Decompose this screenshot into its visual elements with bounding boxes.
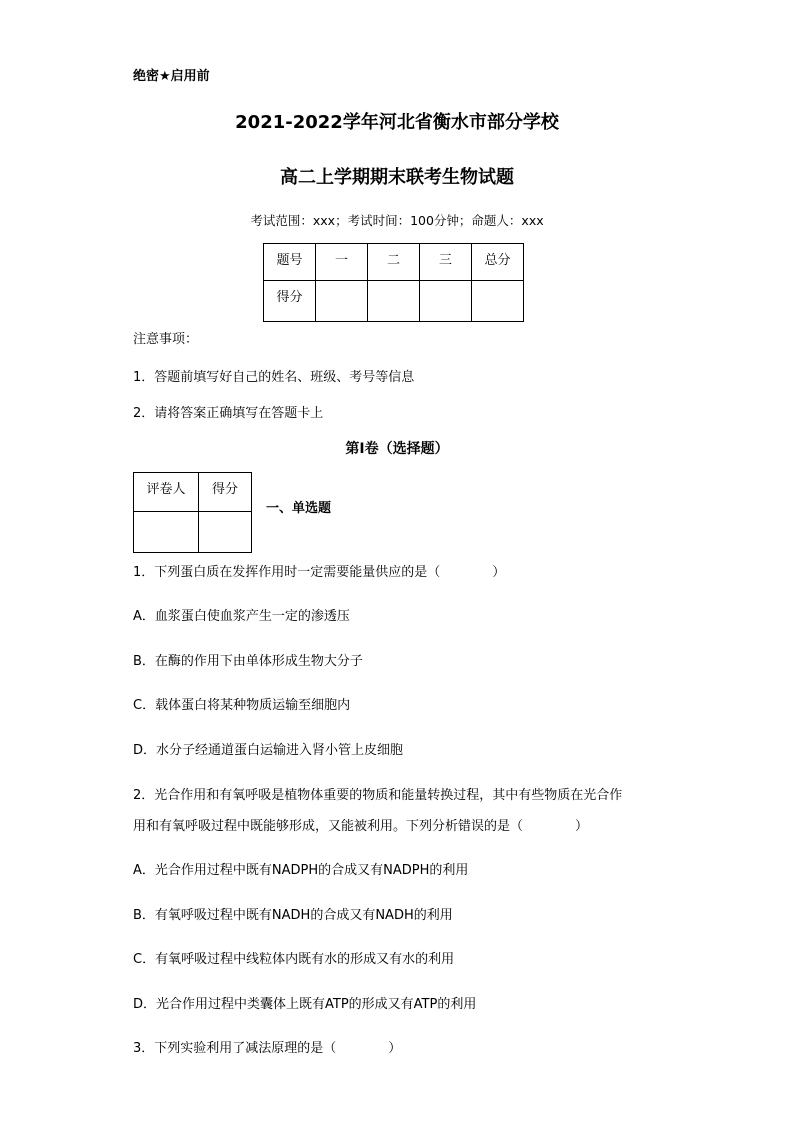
score-table-header: 总分: [472, 244, 524, 281]
question-option: B．在酶的作用下由单体形成生物大分子: [133, 654, 363, 669]
score-cell[interactable]: [368, 281, 420, 322]
secret-label: 绝密★启用前: [133, 69, 210, 84]
notice-item: 1．答题前填写好自己的姓名、班级、考号等信息: [133, 370, 415, 385]
question-option: A．光合作用过程中既有NADPH的合成又有NADPH的利用: [133, 863, 469, 878]
score-cell[interactable]: [420, 281, 472, 322]
grader-score-header: 得分: [199, 473, 252, 512]
score-table-header: 二: [368, 244, 420, 281]
exam-info: 考试范围：xxx；考试时间：100分钟；命题人：xxx: [250, 213, 544, 228]
question-option: D．水分子经通道蛋白运输进入肾小管上皮细胞: [133, 743, 404, 758]
question-option: C．有氧呼吸过程中线粒体内既有水的形成又有水的利用: [133, 952, 455, 967]
question-option: D．光合作用过程中类囊体上既有ATP的形成又有ATP的利用: [133, 997, 477, 1012]
question-stem-continued: 用和有氧呼吸过程中既能够形成，又能被利用。下列分析错误的是（ ）: [133, 819, 589, 834]
question-stem: 1．下列蛋白质在发挥作用时一定需要能量供应的是（ ）: [133, 565, 506, 580]
score-table: [263, 243, 524, 322]
question-stem: 3．下列实验利用了减法原理的是（ ）: [133, 1041, 402, 1056]
question-stem: 2．光合作用和有氧呼吸是植物体重要的物质和能量转换过程，其中有些物质在光合作: [133, 788, 623, 803]
grader-cell[interactable]: [134, 512, 199, 553]
exam-title-line2: 高二上学期期末联考生物试题: [280, 167, 514, 188]
score-table-score-row: [264, 281, 524, 322]
score-table-header: 一: [316, 244, 368, 281]
score-table-header: 三: [420, 244, 472, 281]
score-cell[interactable]: [472, 281, 524, 322]
exam-title-line1: 2021-2022学年河北省衡水市部分学校: [235, 112, 559, 133]
score-table-header: 题号: [264, 244, 316, 281]
question-option: C．载体蛋白将某种物质运输至细胞内: [133, 698, 351, 713]
question-option: B．有氧呼吸过程中既有NADH的合成又有NADH的利用: [133, 908, 453, 923]
grader-score-cell[interactable]: [199, 512, 252, 553]
section-label: 一、单选题: [266, 501, 332, 516]
notice-item: 2．请将答案正确填写在答题卡上: [133, 406, 324, 421]
question-option: A．血浆蛋白使血浆产生一定的渗透压: [133, 609, 350, 624]
score-table-row-label: 得分: [264, 281, 316, 322]
notice-title: 注意事项：: [133, 332, 199, 347]
grader-table-input-row: [134, 512, 252, 553]
part-title: 第I卷（选择题）: [345, 441, 449, 457]
score-table-header-row: [264, 244, 524, 281]
grader-header: 评卷人: [134, 473, 199, 512]
score-cell[interactable]: [316, 281, 368, 322]
grader-table-header-row: [134, 473, 252, 512]
grader-table: [133, 472, 252, 553]
